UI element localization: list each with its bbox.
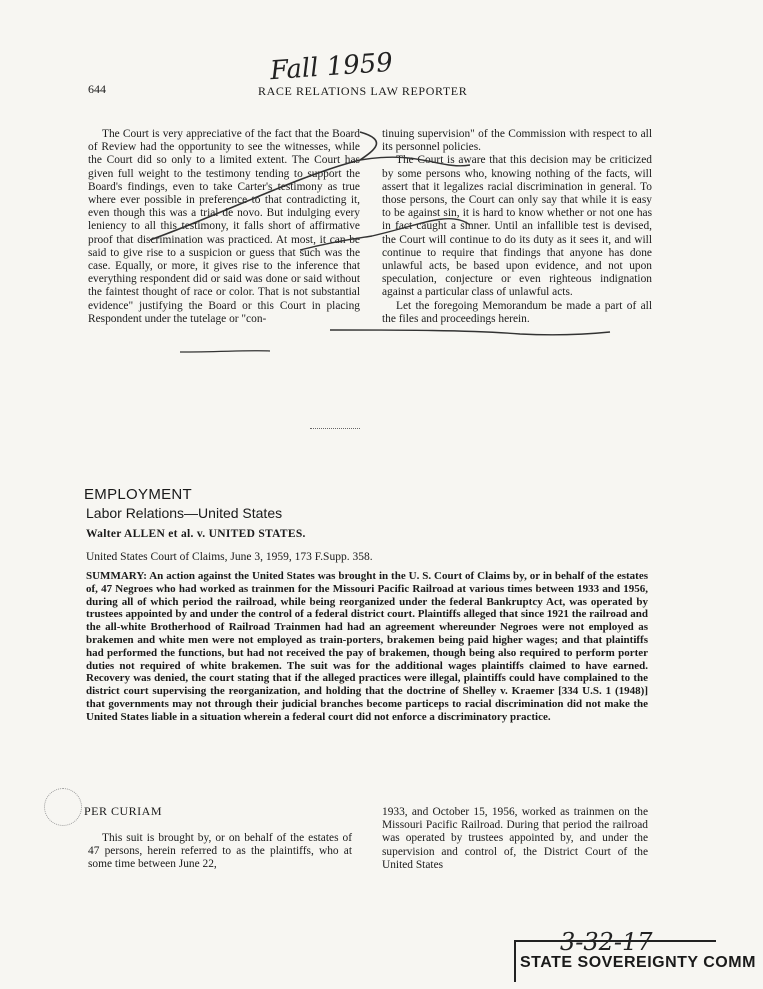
right-paragraph-3: Let the foregoing Memorandum be made a part of all the files and proceedings herein. — [382, 299, 652, 325]
scribble-stroke-2 — [360, 157, 470, 166]
scribble-stroke-4 — [330, 330, 610, 335]
bottom-left-column — [88, 832, 352, 872]
scribble-stroke-5 — [180, 351, 270, 352]
section-divider — [310, 428, 360, 429]
section-subtitle: Labor Relations—United States — [86, 505, 283, 521]
bottom-right-column — [382, 806, 648, 872]
running-head: RACE RELATIONS LAW REPORTER — [258, 84, 468, 98]
case-summary: SUMMARY: An action against the United States was brought in the U. S. Court of Claims by, or in behalf of the estates of, 47 Negroes who had worked as trainmen for the Missouri Pacific Railroad at various times between 1933 and 1956, during all of which period the railroad, while being reorganized under the federal Bankruptcy Act, was operated by trustees appointed by and under the control of a federal district court. Plaintiffs alleged that since 1921 the railroad and the all-white Brotherhood of Railroad Trainmen had had an agreement whereunder Negroes were not employed as brakemen and white men were not employed as train-porters, brakemen being paid higher wages; and that plaintiffs had performed the functions, but had not received the pay of brakemen, though being also required to perform porter duties not required of white brakemen. The suit was for the additional wages plaintiffs claimed to have earned. Recovery was denied, the court stating that if the alleged practices were illegal, plaintiffs could have complained to the district court supervising the reorganization, and holding that the doctrine of Shelley v. Kraemer [334 U.S. 1 (1948)] that governments may not through their judicial branches become particeps to racial discrimination did not make the United States liable in a situation wherein a federal court did not enforce a discriminatory practice. — [86, 570, 648, 723]
bottom-left-paragraph: This suit is brought by, or on behalf of the estates of 47 persons, herein referred to as the plaintiffs, who at some time between June 22, — [88, 832, 352, 871]
punch-hole-mark — [44, 788, 82, 826]
left-paragraph-1: The Court is very appreciative of the fact that the Board of Review had the opportunity to see the witnesses, while the Court did so only to a limited extent. The Court has given full weight to the testimony tending to support the Board's findings, even to take Carter's testimony as true where ever possible in preference to that contradicting it, even though this was a trial de novo. But indulging every leniency to all this testimony, it falls short of affirmative proof that discrimination was practiced. At most, it can be said to give rise to a suspicion or guess that such was the case. Equally, or more, it gives rise to the inference that everything respondent did or said was done or said without the faintest thought of race or color. That is not substantial evidence" justifying the Board or this Court in placing Respondent under the tutelage or "con- — [88, 128, 360, 325]
handwritten-date: Fall 1959 — [269, 47, 394, 87]
right-paragraph-1: tinuing supervision" of the Commission with respect to all its personnel policies. — [382, 128, 652, 154]
case-citation: United States Court of Claims, June 3, 1959, 173 F.Supp. 358. — [86, 551, 373, 563]
page-number: 644 — [88, 82, 106, 96]
handwritten-file-number: 3-32-17 — [560, 928, 653, 956]
per-curiam-heading: PER CURIAM — [84, 804, 163, 818]
section-title: EMPLOYMENT — [84, 486, 193, 503]
stamp-text: STATE SOVEREIGNTY COMM — [520, 954, 756, 971]
scribble-stroke-1 — [150, 132, 376, 240]
bottom-right-paragraph: 1933, and October 15, 1956, worked as trainmen on the Missouri Pacific Railroad. During that period the railroad was operated by trustees appointed by, and under the supervision and control of, the District Court of the United States — [382, 806, 648, 871]
case-name: Walter ALLEN et al. v. UNITED STATES. — [86, 528, 306, 540]
right-paragraph-2: The Court is aware that this decision may be criticized by some persons who, knowing nothing of the facts, will assert that it legalizes racial discrimination in general. To those persons, the Court can only say that while it is easy to be against sin, it is hard to know whether or not one has in fact caught a sinner. Until an infallible test is devised, the Court will continue to do its duty as it sees it, and will continue to require that findings that anyone has done unlawful acts, be based upon evidence, and not upon speculation, conjecture or even righteous indignation against a particular class of unlawful acts. — [382, 154, 652, 299]
scribble-stroke-3 — [300, 219, 470, 250]
